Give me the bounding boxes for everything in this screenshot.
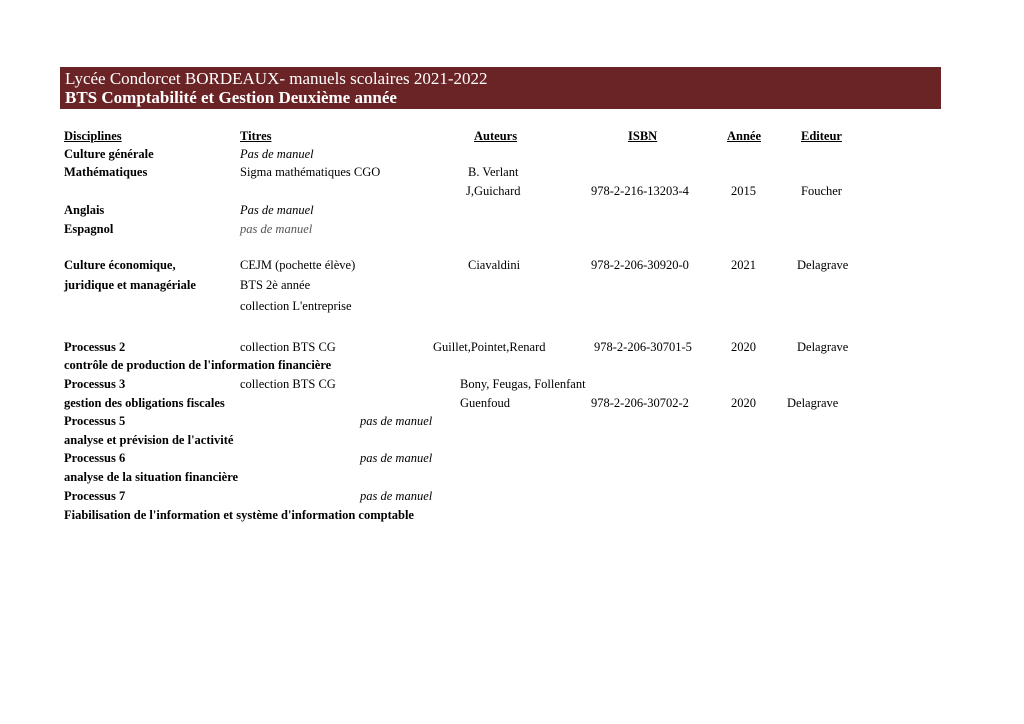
annee-cejm: 2021 (731, 258, 756, 272)
isbn-processus3: 978-2-206-30702-2 (591, 396, 689, 410)
soustitre-processus6: analyse de la situation financière (64, 470, 239, 484)
auteur-cejm: Ciavaldini (468, 258, 521, 272)
titre-processus2: collection BTS CG (240, 340, 336, 354)
auteur-mathematiques-2: J,Guichard (466, 184, 521, 198)
isbn-mathematiques: 978-2-216-13203-4 (591, 184, 689, 198)
discipline-processus7: Processus 7 (64, 489, 126, 503)
page-header (60, 67, 941, 109)
discipline-mathematiques: Mathématiques (64, 165, 148, 179)
titre-processus3: collection BTS CG (240, 377, 336, 391)
titre-processus7: pas de manuel (360, 489, 433, 503)
auteur-processus3-1: Bony, Feugas, Follenfant (460, 377, 586, 391)
annee-processus3: 2020 (731, 396, 756, 410)
soustitre-processus3: gestion des obligations fiscales (64, 396, 225, 410)
discipline-processus3: Processus 3 (64, 377, 126, 391)
col-header-auteurs: Auteurs (474, 129, 518, 143)
col-header-disciplines: Disciplines (64, 129, 122, 143)
titre-cejm-2: BTS 2è année (240, 278, 311, 292)
discipline-processus5: Processus 5 (64, 414, 126, 428)
titre-culture-generale: Pas de manuel (240, 147, 314, 161)
discipline-cejm-2: juridique et managériale (64, 278, 196, 292)
editeur-mathematiques: Foucher (801, 184, 842, 198)
titre-cejm-3: collection L'entreprise (240, 299, 352, 313)
isbn-cejm: 978-2-206-30920-0 (591, 258, 689, 272)
discipline-processus2: Processus 2 (64, 340, 126, 354)
titre-processus5: pas de manuel (360, 414, 433, 428)
discipline-espagnol: Espagnol (64, 222, 114, 236)
titre-mathematiques: Sigma mathématiques CGO (240, 165, 381, 179)
discipline-cejm-1: Culture économique, (64, 258, 176, 272)
editeur-processus3: Delagrave (787, 396, 839, 410)
editeur-cejm: Delagrave (797, 258, 849, 272)
soustitre-processus5: analyse et prévision de l'activité (64, 433, 234, 447)
isbn-processus2: 978-2-206-30701-5 (594, 340, 692, 354)
annee-processus2: 2020 (731, 340, 756, 354)
col-header-titres: Titres (240, 129, 272, 143)
editeur-processus2: Delagrave (797, 340, 849, 354)
col-header-annee: Année (727, 129, 762, 143)
soustitre-processus7: Fiabilisation de l'information et système d'information comptable (64, 508, 414, 522)
col-header-isbn: ISBN (628, 129, 658, 143)
auteur-processus3-2: Guenfoud (460, 396, 510, 410)
titre-anglais: Pas de manuel (240, 203, 314, 217)
titre-espagnol: pas de manuel (240, 222, 313, 236)
discipline-anglais: Anglais (64, 203, 105, 217)
page-title: Lycée Condorcet BORDEAUX- manuels scolaires 2021-2022 (65, 69, 488, 88)
discipline-culture-generale: Culture générale (64, 147, 154, 161)
soustitre-processus2: contrôle de production de l'information financière (64, 358, 332, 372)
auteur-mathematiques-1: B. Verlant (468, 165, 519, 179)
titre-processus6: pas de manuel (360, 451, 433, 465)
titre-cejm-1: CEJM (pochette élève) (240, 258, 356, 272)
auteur-processus2: Guillet,Pointet,Renard (433, 340, 546, 354)
annee-mathematiques: 2015 (731, 184, 756, 198)
page-subtitle: BTS Comptabilité et Gestion Deuxième année (65, 88, 397, 107)
discipline-processus6: Processus 6 (64, 451, 126, 465)
col-header-editeur: Editeur (801, 129, 842, 143)
